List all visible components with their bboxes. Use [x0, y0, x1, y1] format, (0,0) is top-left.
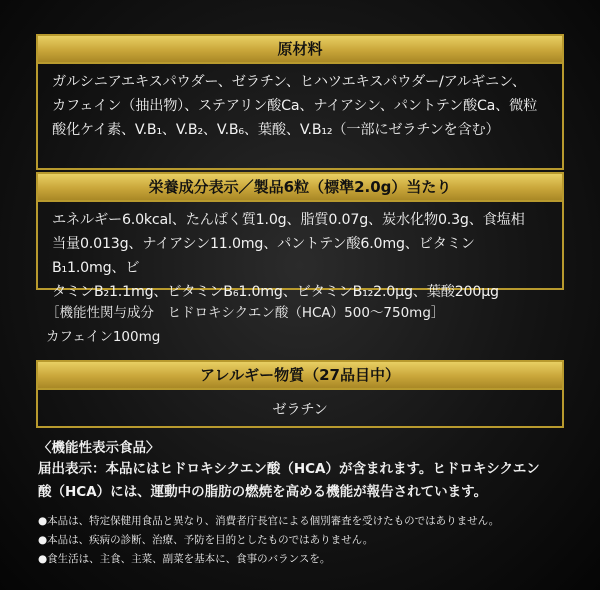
note-item: ●本品は、特定保健用食品と異なり、消費者庁長官による個別審査を受けたものではありません。 — [38, 515, 500, 527]
note-item: ●食生活は、主食、主菜、副菜を基本に、食事のバランスを。 — [38, 553, 331, 565]
nutrition-text: エネルギー6.0kcal、たんぱく質1.0g、脂質0.07g、炭水化物0.3g、食塩相 当量0.013g、ナイアシン11.0mg、パントテン酸6.0mg、ビタミンB₁1.0mg、ビ タミンB₂1.1mg、ビタミンB₆1.0mg、ビタミンB₁₂2.0μg、葉酸200μg — [52, 212, 525, 300]
allergy-text: ゼラチン — [272, 402, 328, 418]
functional-ingredient: ［機能性関与成分 ヒドロキシクエン酸（HCA）500～750mg］ — [46, 305, 445, 321]
note-item: ●本品は、疾病の診断、治療、予防を目的としたものではありません。 — [38, 534, 374, 546]
functional-food-label: 〈機能性表示食品〉 — [38, 440, 160, 456]
notes-list — [38, 512, 578, 569]
caffeine-amount: カフェイン100mg — [46, 329, 161, 345]
allergy-heading: アレルギー物質（27品目中） — [38, 362, 562, 390]
ingredients-section — [36, 34, 564, 170]
functional-food-claim: 届出表示：本品にはヒドロキシクエン酸（HCA）が含まれます。ヒドロキシクエン 酸（HCA）には、運動中の脂肪の燃焼を高める機能が報告されています。 — [38, 461, 540, 500]
nutrition-section — [36, 172, 564, 300]
allergy-section — [36, 360, 564, 428]
ingredients-heading: 原材料 — [38, 36, 562, 64]
nutrition-heading: 栄養成分表示／製品6粒（標準2.0g）当たり — [38, 174, 562, 202]
ingredients-text: ガルシニアエキスパウダー、ゼラチン、ヒハツエキスパウダー/アルギニン、 カフェイン（抽出物）、ステアリン酸Ca、ナイアシン、パントテン酸Ca、微粒 酸化ケイ素、V.B₁、V.B₂、V.B₆、葉酸、V.B₁₂（一部にゼラチンを含む） — [52, 74, 538, 138]
